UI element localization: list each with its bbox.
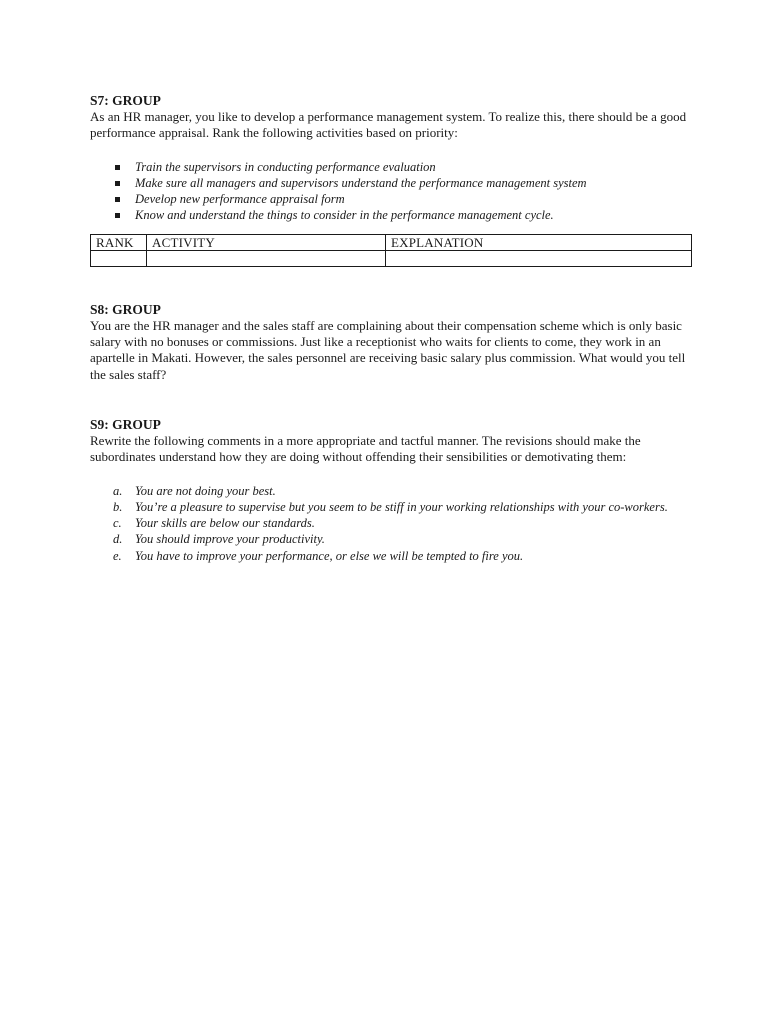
section-title: S7: GROUP bbox=[90, 93, 161, 108]
list-item-text: You are not doing your best. bbox=[135, 483, 276, 498]
document-page bbox=[90, 92, 700, 564]
list-item bbox=[90, 515, 675, 531]
column-header-activity: ACTIVITY bbox=[147, 234, 386, 250]
list-item bbox=[90, 175, 700, 191]
section-paragraph: As an HR manager, you like to develop a performance management system. To realize this, there should be a good performance appraisal. Rank the following activities based on priority: bbox=[90, 109, 687, 141]
bullet-square-icon bbox=[115, 165, 120, 170]
list-item bbox=[90, 207, 700, 223]
list-item-text: You should improve your productivity. bbox=[135, 532, 325, 547]
section-title: S8: GROUP bbox=[90, 301, 161, 317]
bullet-square-icon bbox=[115, 197, 120, 202]
table-cell-explanation bbox=[386, 250, 692, 266]
column-header-explanation: EXPLANATION bbox=[386, 234, 692, 250]
section-s8 bbox=[90, 301, 700, 383]
list-item bbox=[90, 191, 700, 207]
rank-table bbox=[90, 234, 692, 267]
list-item-letter: b. bbox=[113, 499, 123, 514]
list-item-text: You have to improve your performance, or else we will be tempted to fire you. bbox=[135, 548, 524, 563]
section-s7 bbox=[90, 92, 700, 267]
section-title: S9: GROUP bbox=[90, 416, 161, 432]
table-cell-rank bbox=[91, 250, 147, 266]
list-item-letter: e. bbox=[113, 548, 122, 563]
list-item-letter: c. bbox=[113, 516, 122, 531]
table-cell-activity bbox=[147, 250, 386, 266]
list-item bbox=[90, 499, 675, 515]
list-item-letter: a. bbox=[113, 483, 123, 498]
section-paragraph: Rewrite the following comments in a more appropriate and tactful manner. The revisions should make the subordinates understand how they are doing without offending their sensibilities or demotivating them: bbox=[90, 432, 641, 465]
list-item bbox=[90, 531, 675, 547]
bullet-square-icon bbox=[115, 213, 120, 218]
list-item-text: You’re a pleasure to supervise but you seem to be stiff in your working relationships with your co-workers. bbox=[135, 499, 668, 514]
list-item bbox=[90, 483, 675, 499]
list-item-text: Develop new performance appraisal form bbox=[135, 192, 345, 207]
comments-list bbox=[90, 483, 700, 564]
list-item-text: Your skills are below our standards. bbox=[135, 516, 315, 531]
table-row bbox=[91, 250, 692, 266]
table-header-row bbox=[91, 234, 692, 250]
activity-list bbox=[90, 159, 700, 224]
list-item-text: Train the supervisors in conducting performance evaluation bbox=[135, 159, 436, 174]
column-header-rank: RANK bbox=[91, 234, 147, 250]
bullet-square-icon bbox=[115, 181, 120, 186]
list-item-text: Make sure all managers and supervisors understand the performance management system bbox=[135, 175, 587, 190]
section-s9 bbox=[90, 416, 700, 564]
section-paragraph: You are the HR manager and the sales staff are complaining about their compensation scheme which is only basic salary with no bonuses or commissions. Just like a receptionist who waits for clients to come, they work in an apartelle in Makati. However, the sales personnel are receiving basic salary plus commission. What would you tell the sales staff? bbox=[90, 317, 686, 382]
list-item-letter: d. bbox=[113, 532, 123, 547]
list-item bbox=[90, 548, 675, 564]
list-item bbox=[90, 159, 700, 175]
list-item-text: Know and understand the things to consider in the performance management cycle. bbox=[135, 208, 554, 223]
